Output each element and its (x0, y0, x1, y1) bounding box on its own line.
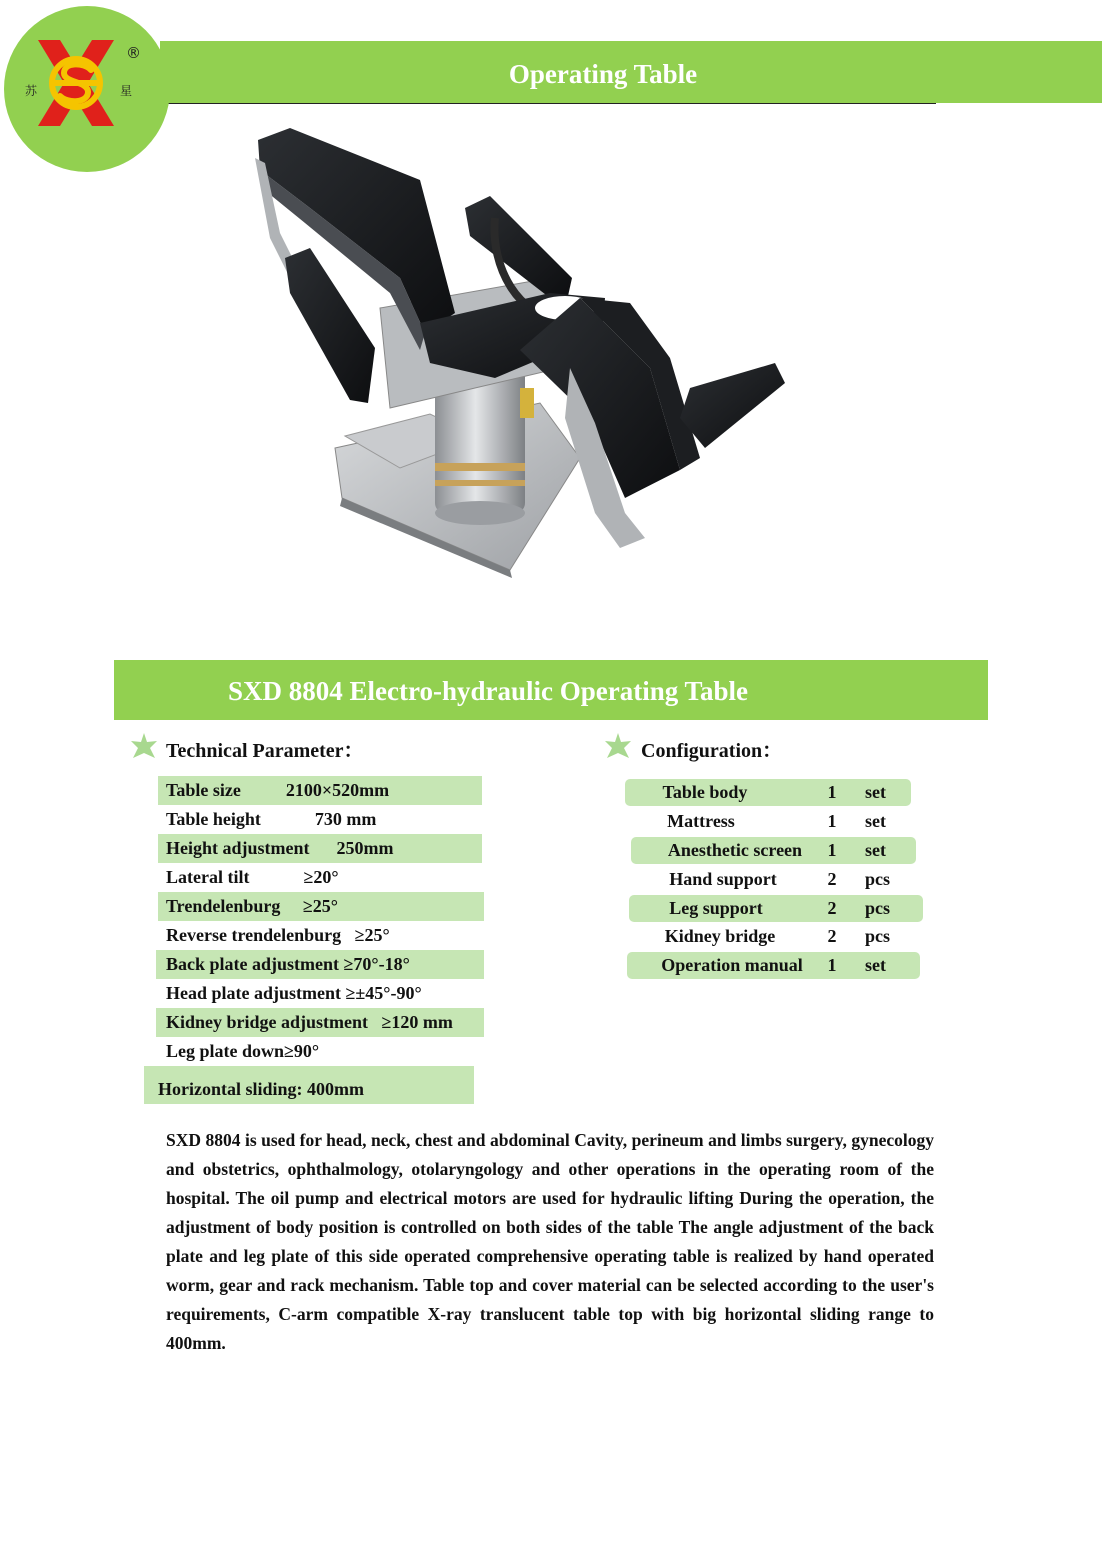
operating-table-photo (250, 118, 790, 578)
config-row (629, 895, 923, 922)
model-title (114, 660, 1034, 720)
model-title-text: SXD 8804 Electro-hydraulic Operating Table (227, 676, 749, 706)
config-item-unit: set (865, 840, 886, 860)
star-bullet-icon (130, 733, 158, 761)
config-item-unit: pcs (865, 869, 891, 889)
param-row: Table height 730 mm (166, 809, 377, 829)
config-row (627, 952, 920, 979)
config-item-qty: 2 (827, 869, 837, 889)
horizontal-sliding-row: Horizontal sliding: 400mm (144, 1066, 474, 1104)
config-item-qty: 1 (827, 811, 837, 831)
config-item-name: Anesthetic screen (667, 840, 803, 860)
param-row: Leg plate down≥90° (166, 1041, 320, 1061)
config-row (625, 779, 911, 806)
config-row (625, 808, 911, 835)
param-row: Back plate adjustment ≥70°-18° (156, 950, 484, 979)
config-item-unit: pcs (865, 926, 891, 946)
param-row: Kidney bridge adjustment ≥120 mm (156, 1008, 484, 1037)
config-item-qty: 1 (827, 782, 837, 802)
config-item-unit: set (865, 782, 886, 802)
config-item-unit: set (865, 955, 886, 975)
product-description: SXD 8804 is used for head, neck, chest and abdominal Cavity, perineum and limbs surgery, gynecology and obstetrics, ophthalmology, otolaryngology and other operations in the operating room of the hospital. The oil pump and electrical motors are used for hydraulic lifting During the operation, the adjustment of body position is controlled on both sides of the table The angle adjustment of the back plate and leg plate of this side operated comprehensive operating table is realized by hand operated worm, gear and rack mechanism. Table top and cover material can be selected according to the user's requirements, C-arm compatible X-ray translucent table top with big horizontal sliding range to 400mm. (166, 1130, 934, 1353)
registered-mark: ® (126, 44, 141, 62)
config-item-qty: 2 (827, 898, 837, 918)
config-item-name: Hand support (669, 869, 777, 889)
config-item-qty: 2 (827, 926, 837, 946)
config-row (625, 866, 911, 893)
config-row (625, 923, 911, 950)
config-item-name: Table body (662, 782, 748, 802)
config-item-name: Kidney bridge (664, 926, 776, 946)
config-item-name: Mattress (667, 811, 735, 831)
config-item-name: Leg support (669, 898, 763, 918)
star-bullet-icon (604, 733, 632, 761)
config-item-unit: pcs (865, 898, 891, 918)
config-item-unit: set (865, 811, 886, 831)
technical-heading: Technical Parameter： (166, 740, 364, 762)
header-divider (168, 103, 936, 104)
param-row: Height adjustment 250mm (158, 834, 482, 863)
param-row: Trendelenburg ≥25° (158, 892, 484, 921)
param-row: Head plate adjustment ≥±45°-90° (166, 983, 422, 1003)
config-item-qty: 1 (827, 955, 837, 975)
param-row: Table size 2100×520mm (158, 776, 482, 805)
logo-char-left: 苏 (25, 84, 38, 98)
config-item-name: Operation manual (661, 955, 803, 975)
param-row: Lateral tilt ≥20° (166, 867, 339, 887)
param-row: Reverse trendelenburg ≥25° (166, 925, 390, 945)
configuration-heading: Configuration： (641, 740, 783, 762)
config-row (631, 837, 916, 864)
config-item-qty: 1 (827, 840, 837, 860)
page-title: Operating Table (508, 59, 698, 89)
logo-char-right: 星 (120, 84, 133, 98)
brand-logo-icon (28, 40, 124, 126)
